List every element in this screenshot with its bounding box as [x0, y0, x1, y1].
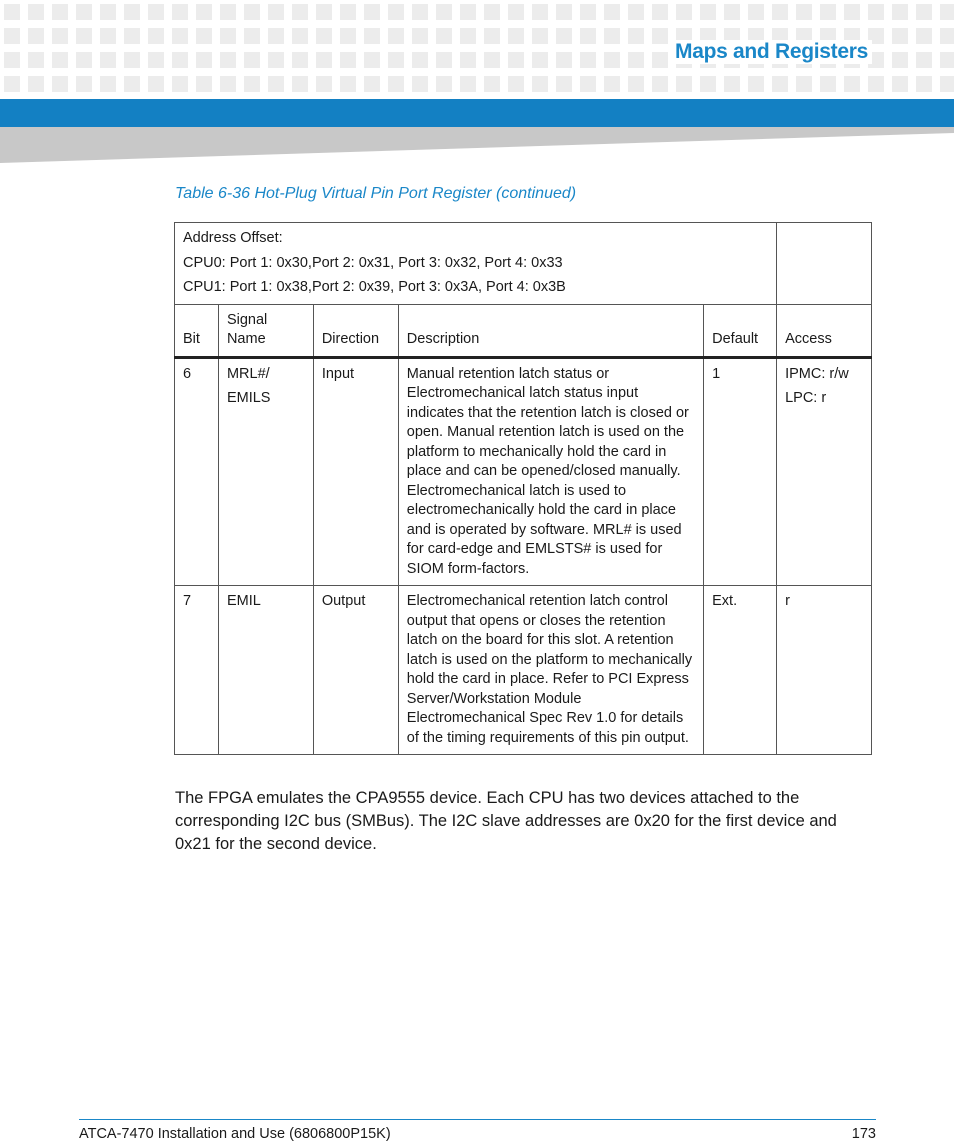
header-pattern-square	[940, 28, 954, 44]
header-pattern-square	[220, 28, 236, 44]
header-pattern-square	[124, 52, 140, 68]
header-pattern-square	[28, 28, 44, 44]
header-pattern-square	[52, 52, 68, 68]
header-pattern-square	[844, 76, 860, 92]
header-pattern-square	[484, 4, 500, 20]
header-pattern-square	[892, 4, 908, 20]
header-pattern-square	[916, 28, 932, 44]
header-pattern-square	[76, 52, 92, 68]
default-cell: Ext.	[704, 586, 777, 755]
header-pattern-square	[364, 4, 380, 20]
header-pattern-square	[580, 76, 596, 92]
header-pattern-square	[292, 28, 308, 44]
header-pattern-square	[292, 4, 308, 20]
header-pattern-square	[508, 28, 524, 44]
header-pattern-square	[604, 28, 620, 44]
header-pattern-square	[700, 4, 716, 20]
header-pattern-square	[124, 28, 140, 44]
header-pattern-square	[436, 4, 452, 20]
access-line: r	[785, 593, 790, 609]
address-offset-cpu0: CPU0: Port 1: 0x30,Port 2: 0x31, Port 3: 0x32, Port 4: 0x33	[183, 254, 563, 271]
header-pattern-square	[772, 4, 788, 20]
signal-name-line: EMILS	[226, 390, 271, 406]
header-pattern-square	[196, 28, 212, 44]
header-pattern-square	[148, 52, 164, 68]
header-pattern-square	[100, 4, 116, 20]
access-line: IPMC: r/w	[785, 365, 849, 382]
header-pattern-square	[76, 76, 92, 92]
access-cell	[777, 586, 872, 755]
header-pattern-square	[460, 76, 476, 92]
header-pattern-square	[124, 4, 140, 20]
header-pattern-square	[340, 28, 356, 44]
bit-cell: 7	[175, 586, 219, 755]
header-pattern-square	[460, 28, 476, 44]
header-pattern-square	[316, 28, 332, 44]
table-row	[175, 586, 872, 755]
header-pattern-square	[412, 28, 428, 44]
header-pattern-square	[220, 4, 236, 20]
default-cell: 1	[704, 357, 777, 586]
header-pattern-square	[148, 4, 164, 20]
bit-cell: 6	[175, 357, 219, 586]
header-pattern-square	[604, 76, 620, 92]
header-pattern-square	[628, 76, 644, 92]
signal-name-cell	[218, 586, 313, 755]
header-pattern-square	[652, 52, 668, 68]
header-pattern-square	[340, 4, 356, 20]
header-pattern-square	[148, 76, 164, 92]
header-pattern-square	[172, 4, 188, 20]
header-pattern-square	[508, 52, 524, 68]
header-pattern-square	[268, 4, 284, 20]
header-pattern-square	[508, 4, 524, 20]
header-pattern-square	[772, 76, 788, 92]
header-pattern-square	[148, 28, 164, 44]
column-header-direction: Direction	[313, 304, 398, 357]
header-pattern-square	[100, 52, 116, 68]
header-pattern-square	[436, 28, 452, 44]
header-pattern-square	[748, 4, 764, 20]
header-pattern-square	[892, 52, 908, 68]
header-pattern-square	[532, 76, 548, 92]
direction-cell: Output	[313, 586, 398, 755]
header-pattern-square	[628, 28, 644, 44]
header-pattern-square	[196, 76, 212, 92]
header-pattern-square	[892, 76, 908, 92]
header-pattern-square	[484, 28, 500, 44]
header-pattern-square	[916, 4, 932, 20]
header-pattern-square	[196, 4, 212, 20]
address-offset-row	[175, 223, 872, 305]
header-gray-wedge	[0, 127, 954, 165]
header-pattern-square	[220, 76, 236, 92]
header-pattern-square	[604, 4, 620, 20]
header-pattern-square	[532, 28, 548, 44]
header-pattern-square	[508, 76, 524, 92]
header-pattern-square	[940, 52, 954, 68]
column-header-access: Access	[777, 304, 872, 357]
table-caption: Table 6-36 Hot-Plug Virtual Pin Port Register (continued)	[175, 185, 577, 202]
header-pattern-square	[364, 52, 380, 68]
header-pattern-square	[4, 28, 20, 44]
header-pattern-square	[412, 52, 428, 68]
table-row	[175, 357, 872, 586]
header-pattern-square	[244, 76, 260, 92]
signal-name-cell	[218, 357, 313, 586]
page-number: 173	[851, 1126, 876, 1142]
header-pattern-square	[316, 52, 332, 68]
header-pattern-square	[676, 4, 692, 20]
header-pattern-square	[868, 4, 884, 20]
column-header-default: Default	[704, 304, 777, 357]
header-pattern-square	[652, 76, 668, 92]
header-pattern-square	[244, 28, 260, 44]
header-pattern-square	[316, 76, 332, 92]
header-pattern-square	[580, 28, 596, 44]
header-pattern-square	[556, 28, 572, 44]
header-pattern-square	[892, 28, 908, 44]
header-pattern-square	[340, 76, 356, 92]
header-pattern-square	[292, 76, 308, 92]
column-header-description: Description	[398, 304, 703, 357]
header-pattern-square	[412, 4, 428, 20]
header-pattern-square	[4, 52, 20, 68]
header-pattern-square	[628, 52, 644, 68]
header-pattern-square	[940, 76, 954, 92]
header-pattern-square	[220, 52, 236, 68]
header-pattern-square	[268, 52, 284, 68]
address-offset-cell	[175, 223, 777, 305]
header-pattern-square	[172, 76, 188, 92]
header-pattern-square	[700, 76, 716, 92]
header-pattern-square	[604, 52, 620, 68]
header-pattern-square	[484, 52, 500, 68]
header-pattern-square	[268, 28, 284, 44]
header-pattern-square	[460, 52, 476, 68]
header-pattern-square	[580, 52, 596, 68]
header-pattern-square	[28, 52, 44, 68]
signal-name-line: EMIL	[226, 593, 261, 609]
header-pattern-square	[388, 4, 404, 20]
header-pattern-square	[676, 76, 692, 92]
header-pattern-square	[412, 76, 428, 92]
header-pattern-square	[580, 4, 596, 20]
header-pattern-square	[532, 4, 548, 20]
header-pattern-square	[556, 4, 572, 20]
header-pattern-square	[76, 4, 92, 20]
signal-name-line: MRL#/	[226, 365, 270, 382]
header-pattern-square	[388, 52, 404, 68]
header-pattern-square	[796, 4, 812, 20]
header-pattern-square	[172, 52, 188, 68]
address-offset-label: Address Offset:	[183, 230, 283, 246]
header-pattern-square	[364, 76, 380, 92]
header-pattern-square	[556, 52, 572, 68]
header-pattern-square	[4, 4, 20, 20]
header-pattern-square	[796, 76, 812, 92]
header-pattern-square	[388, 28, 404, 44]
body-paragraph: The FPGA emulates the CPA9555 device. Each CPU has two devices attached to the corresponding I2C bus (SMBus). The I2C slave addresses are 0x20 for the first device and 0x21 for the second device.	[175, 789, 837, 853]
header-pattern-square	[916, 52, 932, 68]
header-pattern-square	[100, 76, 116, 92]
header-pattern-square	[316, 4, 332, 20]
header-pattern-square	[244, 4, 260, 20]
address-offset-cpu1: CPU1: Port 1: 0x38,Port 2: 0x39, Port 3: 0x3A, Port 4: 0x3B	[183, 279, 566, 295]
header-pattern-square	[748, 76, 764, 92]
direction-cell: Input	[313, 357, 398, 586]
header-pattern-square	[652, 28, 668, 44]
header-pattern-square	[268, 76, 284, 92]
footer-doc-title: ATCA-7470 Installation and Use (6806800P15K)	[79, 1126, 391, 1142]
header-pattern-square	[820, 4, 836, 20]
header-pattern-square	[916, 76, 932, 92]
header-pattern-square	[4, 76, 20, 92]
header-pattern-square	[868, 76, 884, 92]
header-pattern-square	[340, 52, 356, 68]
table-header-row	[175, 304, 872, 357]
register-table	[174, 222, 872, 755]
header-pattern-square	[724, 4, 740, 20]
column-header-signal-name: Signal Name	[218, 304, 313, 357]
header-pattern-square	[388, 76, 404, 92]
header-pattern-square	[628, 4, 644, 20]
header-pattern-square	[820, 76, 836, 92]
header-pattern-square	[52, 28, 68, 44]
header-pattern-square	[124, 76, 140, 92]
address-offset-empty-cell	[777, 223, 872, 305]
header-pattern-square	[532, 52, 548, 68]
header-pattern-square	[844, 4, 860, 20]
header-pattern-square	[940, 4, 954, 20]
column-header-bit: Bit	[175, 304, 219, 357]
header-pattern-square	[28, 76, 44, 92]
description-cell: Manual retention latch status or Electromechanical latch status input indicates that the retention latch is closed or open. Manual retention latch is used on the platform to mechanically hold the card in place and can be opened/closed manually. Electromechanical latch is used to electromechanically hold the card in place and is operated by software. MRL# is used for card-edge and EMLSTS# is used for SIOM form-factors.	[398, 357, 703, 586]
header-pattern-square	[556, 76, 572, 92]
header-pattern-square	[364, 28, 380, 44]
header-pattern-square	[292, 52, 308, 68]
header-pattern-square	[28, 4, 44, 20]
header-pattern-square	[196, 52, 212, 68]
header-blue-band	[0, 99, 954, 127]
access-line: LPC: r	[785, 390, 827, 406]
header-pattern-square	[436, 76, 452, 92]
header-pattern-square	[52, 76, 68, 92]
header-pattern-square	[244, 52, 260, 68]
header-pattern-square	[100, 28, 116, 44]
header-pattern-square	[52, 4, 68, 20]
footer-rule	[79, 1119, 876, 1120]
header-pattern-square	[76, 28, 92, 44]
header-pattern-square	[460, 4, 476, 20]
section-title: Maps and Registers	[671, 40, 872, 64]
description-cell: Electromechanical retention latch control output that opens or closes the retention latch on the board for this slot. A retention latch is used on the platform to mechanically hold the card in place. Refer to PCI Express Server/Workstation Module Electromechanical Spec Rev 1.0 for details of the timing requirements of this pin output.	[398, 586, 703, 755]
header-pattern-square	[172, 28, 188, 44]
header-pattern-square	[652, 4, 668, 20]
header-pattern-square	[724, 76, 740, 92]
header-pattern-square	[484, 76, 500, 92]
access-cell	[777, 357, 872, 586]
header-pattern-square	[436, 52, 452, 68]
